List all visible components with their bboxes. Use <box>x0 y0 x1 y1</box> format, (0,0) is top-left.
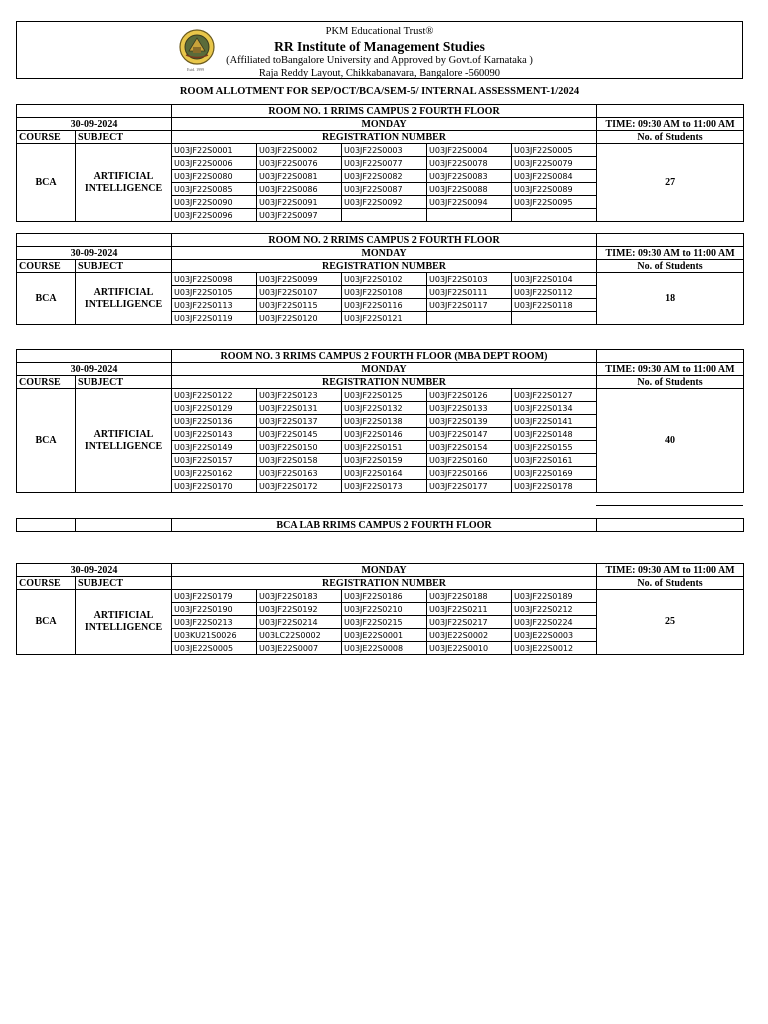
registration-number: U03JF22S0094 <box>427 196 512 209</box>
registration-number: U03JF22S0122 <box>172 389 257 402</box>
course-value: BCA <box>17 273 76 325</box>
blank-cell <box>17 105 172 118</box>
registration-number: U03JF22S0111 <box>427 286 512 299</box>
affiliation-line: (Affiliated toBangalore University and Approved by Govt.of Karnataka ) <box>226 55 533 66</box>
registration-number: U03JF22S0157 <box>172 454 257 467</box>
registration-number: U03JF22S0155 <box>512 441 597 454</box>
registration-number: U03JF22S0132 <box>342 402 427 415</box>
registration-header: REGISTRATION NUMBER <box>172 577 597 590</box>
registration-number: U03JF22S0154 <box>427 441 512 454</box>
trust-name: PKM Educational Trust® <box>325 26 434 37</box>
subject-value: ARTIFICIAL INTELLIGENCE <box>76 389 172 493</box>
registration-number: U03JF22S0173 <box>342 480 427 493</box>
registration-number: U03JF22S0159 <box>342 454 427 467</box>
exam-date: 30-09-2024 <box>17 118 172 131</box>
registration-number: U03JF22S0136 <box>172 415 257 428</box>
registration-number: U03JF22S0169 <box>512 467 597 480</box>
registration-number: U03JF22S0160 <box>427 454 512 467</box>
exam-date: 30-09-2024 <box>17 564 172 577</box>
room-title: BCA LAB RRIMS CAMPUS 2 FOURTH FLOOR <box>172 519 597 532</box>
registration-number: U03JF22S0125 <box>342 389 427 402</box>
registration-number: U03JF22S0164 <box>342 467 427 480</box>
registration-number: U03JF22S0003 <box>342 144 427 157</box>
exam-time: TIME: 09:30 AM to 11:00 AM <box>597 564 744 577</box>
room-table <box>16 349 744 493</box>
room-title: ROOM NO. 3 RRIMS CAMPUS 2 FOURTH FLOOR (MBA DEPT ROOM) <box>172 350 597 363</box>
room-table <box>16 104 744 222</box>
registration-number: U03JF22S0105 <box>172 286 257 299</box>
student-count-header: No. of Students <box>597 376 744 389</box>
registration-number: U03JE22S0005 <box>172 642 257 655</box>
registration-number: U03JF22S0096 <box>172 209 257 222</box>
subject-header: SUBJECT <box>76 131 172 144</box>
room-title: ROOM NO. 2 RRIMS CAMPUS 2 FOURTH FLOOR <box>172 234 597 247</box>
registration-number: U03JF22S0099 <box>257 273 342 286</box>
registration-header: REGISTRATION NUMBER <box>172 260 597 273</box>
registration-number: U03JF22S0212 <box>512 603 597 616</box>
student-count: 18 <box>597 273 744 325</box>
registration-number: U03JF22S0117 <box>427 299 512 312</box>
blank-cell <box>597 519 744 532</box>
registration-number: U03JF22S0213 <box>172 616 257 629</box>
registration-number: U03JF22S0134 <box>512 402 597 415</box>
registration-number: U03JF22S0148 <box>512 428 597 441</box>
exam-time: TIME: 09:30 AM to 11:00 AM <box>597 363 744 376</box>
registration-number: U03JF22S0214 <box>257 616 342 629</box>
subject-header: SUBJECT <box>76 376 172 389</box>
course-header: COURSE <box>17 376 76 389</box>
registration-number: U03JF22S0108 <box>342 286 427 299</box>
registration-number: U03JF22S0133 <box>427 402 512 415</box>
room-title-table <box>16 518 744 532</box>
student-count: 27 <box>597 144 744 222</box>
registration-number: U03JF22S0127 <box>512 389 597 402</box>
registration-number: U03JE22S0001 <box>342 629 427 642</box>
registration-number: U03JF22S0178 <box>512 480 597 493</box>
registration-number: U03JF22S0137 <box>257 415 342 428</box>
blank-cell <box>597 234 744 247</box>
registration-number: U03JF22S0138 <box>342 415 427 428</box>
registration-number <box>342 209 427 222</box>
registration-number: U03JF22S0116 <box>342 299 427 312</box>
registration-number: U03JF22S0081 <box>257 170 342 183</box>
registration-number: U03JF22S0005 <box>512 144 597 157</box>
registration-number: U03JE22S0008 <box>342 642 427 655</box>
registration-number: U03JF22S0089 <box>512 183 597 196</box>
registration-number: U03JF22S0189 <box>512 590 597 603</box>
registration-number: U03JF22S0183 <box>257 590 342 603</box>
registration-number: U03JF22S0123 <box>257 389 342 402</box>
registration-number: U03JF22S0115 <box>257 299 342 312</box>
blank-cell <box>17 234 172 247</box>
registration-number: U03JF22S0103 <box>427 273 512 286</box>
course-value: BCA <box>17 389 76 493</box>
registration-number: U03JF22S0224 <box>512 616 597 629</box>
subject-value: ARTIFICIAL INTELLIGENCE <box>76 273 172 325</box>
registration-header: REGISTRATION NUMBER <box>172 376 597 389</box>
course-header: COURSE <box>17 577 76 590</box>
registration-number: U03JF22S0091 <box>257 196 342 209</box>
registration-number: U03JF22S0211 <box>427 603 512 616</box>
registration-number: U03JF22S0082 <box>342 170 427 183</box>
registration-number: U03JF22S0118 <box>512 299 597 312</box>
institute-name: RR Institute of Management Studies <box>274 39 485 54</box>
registration-number: U03JF22S0143 <box>172 428 257 441</box>
registration-number: U03LC22S0002 <box>257 629 342 642</box>
registration-number: U03JF22S0149 <box>172 441 257 454</box>
registration-number: U03JF22S0141 <box>512 415 597 428</box>
registration-number: U03JF22S0186 <box>342 590 427 603</box>
registration-number: U03JE22S0007 <box>257 642 342 655</box>
blank-cell <box>597 350 744 363</box>
registration-number: U03JF22S0131 <box>257 402 342 415</box>
exam-day: MONDAY <box>172 247 597 260</box>
exam-date: 30-09-2024 <box>17 247 172 260</box>
subject-value: ARTIFICIAL INTELLIGENCE <box>76 144 172 222</box>
registration-number: U03JF22S0085 <box>172 183 257 196</box>
course-value: BCA <box>17 590 76 655</box>
registration-header: REGISTRATION NUMBER <box>172 131 597 144</box>
registration-number: U03JF22S0077 <box>342 157 427 170</box>
registration-number: U03JF22S0001 <box>172 144 257 157</box>
registration-number: U03JF22S0121 <box>342 312 427 325</box>
registration-number: U03JF22S0210 <box>342 603 427 616</box>
address-line: Raja Reddy Layout, Chikkabanavara, Bangalore -560090 <box>258 68 501 79</box>
registration-number: U03JF22S0119 <box>172 312 257 325</box>
registration-number: U03JF22S0107 <box>257 286 342 299</box>
registration-number: U03JF22S0095 <box>512 196 597 209</box>
divider-line <box>596 505 743 506</box>
registration-number: U03JF22S0087 <box>342 183 427 196</box>
registration-number: U03JF22S0192 <box>257 603 342 616</box>
registration-number: U03JF22S0092 <box>342 196 427 209</box>
registration-number: U03JF22S0080 <box>172 170 257 183</box>
subject-value: ARTIFICIAL INTELLIGENCE <box>76 590 172 655</box>
blank-cell <box>17 350 172 363</box>
institute-header <box>16 21 743 79</box>
student-count-header: No. of Students <box>597 577 744 590</box>
registration-number: U03JF22S0188 <box>427 590 512 603</box>
registration-number: U03JF22S0158 <box>257 454 342 467</box>
registration-number: U03JF22S0145 <box>257 428 342 441</box>
logo-caption: Estd. 1999 <box>187 67 205 72</box>
registration-number: U03JF22S0083 <box>427 170 512 183</box>
registration-number <box>512 312 597 325</box>
registration-number: U03JE22S0010 <box>427 642 512 655</box>
blank-cell <box>597 105 744 118</box>
room-table <box>16 233 744 325</box>
room-title: ROOM NO. 1 RRIMS CAMPUS 2 FOURTH FLOOR <box>172 105 597 118</box>
registration-number: U03JF22S0147 <box>427 428 512 441</box>
course-header: COURSE <box>17 131 76 144</box>
registration-number: U03JF22S0170 <box>172 480 257 493</box>
registration-number: U03JF22S0162 <box>172 467 257 480</box>
registration-number: U03JF22S0190 <box>172 603 257 616</box>
registration-number: U03JF22S0139 <box>427 415 512 428</box>
registration-number: U03JF22S0163 <box>257 467 342 480</box>
subject-header: SUBJECT <box>76 577 172 590</box>
course-value: BCA <box>17 144 76 222</box>
registration-number: U03JF22S0120 <box>257 312 342 325</box>
registration-number: U03JF22S0076 <box>257 157 342 170</box>
registration-number: U03JF22S0088 <box>427 183 512 196</box>
exam-day: MONDAY <box>172 118 597 131</box>
exam-day: MONDAY <box>172 564 597 577</box>
registration-number: U03JF22S0166 <box>427 467 512 480</box>
exam-date: 30-09-2024 <box>17 363 172 376</box>
registration-number: U03JE22S0002 <box>427 629 512 642</box>
registration-number <box>512 209 597 222</box>
document-title: ROOM ALLOTMENT FOR SEP/OCT/BCA/SEM-5/ INTERNAL ASSESSMENT-1/2024 <box>179 86 580 97</box>
registration-number: U03KU21S0026 <box>172 629 257 642</box>
registration-number: U03JF22S0113 <box>172 299 257 312</box>
registration-number: U03JF22S0098 <box>172 273 257 286</box>
registration-number: U03JE22S0003 <box>512 629 597 642</box>
student-count: 25 <box>597 590 744 655</box>
registration-number: U03JF22S0104 <box>512 273 597 286</box>
registration-number <box>427 312 512 325</box>
registration-number: U03JF22S0002 <box>257 144 342 157</box>
registration-number: U03JF22S0172 <box>257 480 342 493</box>
exam-time: TIME: 09:30 AM to 11:00 AM <box>597 247 744 260</box>
registration-number: U03JF22S0217 <box>427 616 512 629</box>
exam-day: MONDAY <box>172 363 597 376</box>
course-header: COURSE <box>17 260 76 273</box>
student-count-header: No. of Students <box>597 260 744 273</box>
registration-number: U03JF22S0006 <box>172 157 257 170</box>
room-table <box>16 563 744 655</box>
blank-cell <box>76 519 172 532</box>
registration-number: U03JF22S0078 <box>427 157 512 170</box>
registration-number: U03JF22S0177 <box>427 480 512 493</box>
registration-number: U03JF22S0126 <box>427 389 512 402</box>
registration-number: U03JF22S0079 <box>512 157 597 170</box>
subject-header: SUBJECT <box>76 260 172 273</box>
blank-cell <box>17 519 76 532</box>
registration-number <box>427 209 512 222</box>
registration-number: U03JF22S0086 <box>257 183 342 196</box>
registration-number: U03JF22S0150 <box>257 441 342 454</box>
registration-number: U03JE22S0012 <box>512 642 597 655</box>
registration-number: U03JF22S0151 <box>342 441 427 454</box>
registration-number: U03JF22S0129 <box>172 402 257 415</box>
registration-number: U03JF22S0146 <box>342 428 427 441</box>
student-count-header: No. of Students <box>597 131 744 144</box>
exam-time: TIME: 09:30 AM to 11:00 AM <box>597 118 744 131</box>
registration-number: U03JF22S0179 <box>172 590 257 603</box>
registration-number: U03JF22S0090 <box>172 196 257 209</box>
registration-number: U03JF22S0112 <box>512 286 597 299</box>
registration-number: U03JF22S0215 <box>342 616 427 629</box>
registration-number: U03JF22S0102 <box>342 273 427 286</box>
registration-number: U03JF22S0097 <box>257 209 342 222</box>
registration-number: U03JF22S0084 <box>512 170 597 183</box>
student-count: 40 <box>597 389 744 493</box>
registration-number: U03JF22S0161 <box>512 454 597 467</box>
registration-number: U03JF22S0004 <box>427 144 512 157</box>
